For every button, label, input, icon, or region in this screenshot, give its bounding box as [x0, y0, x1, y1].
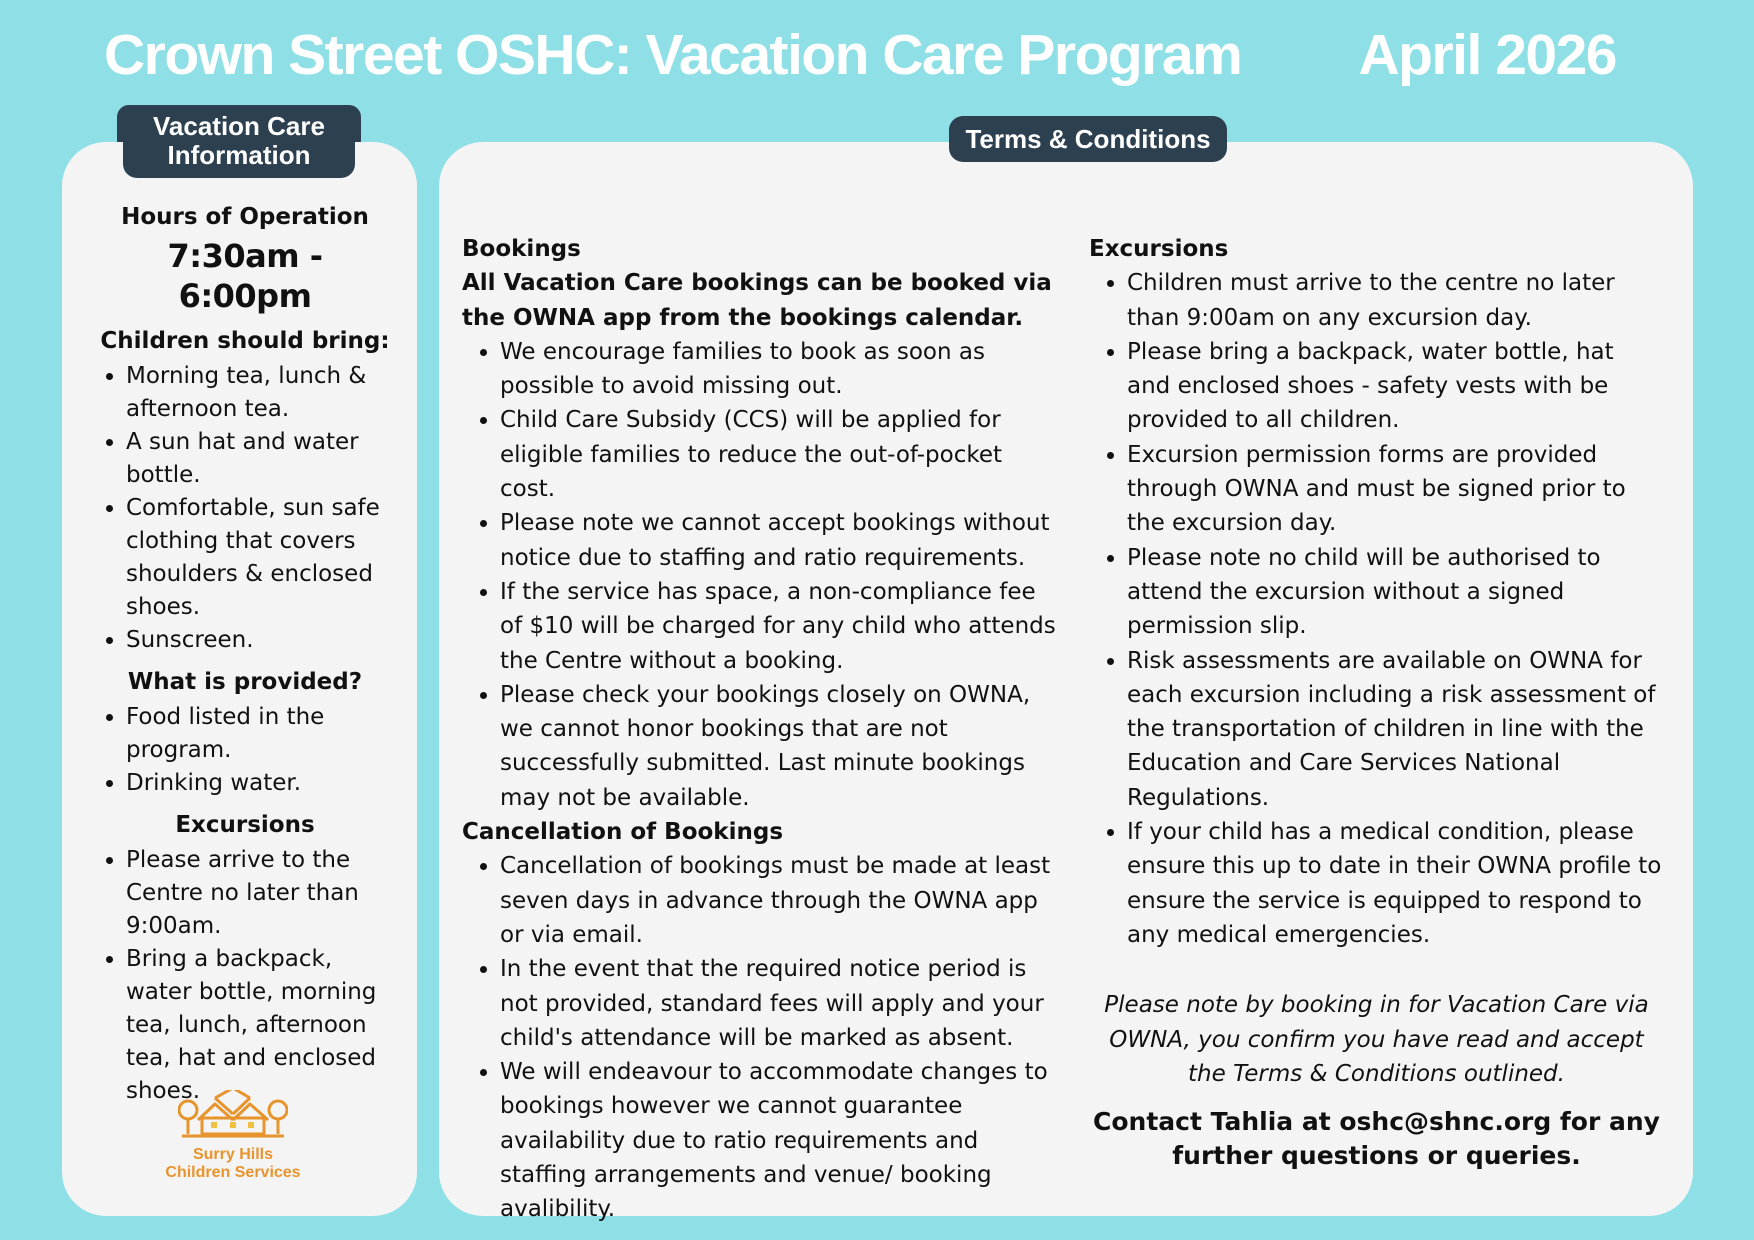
- bring-heading: Children should bring:: [100, 328, 390, 354]
- organisation-logo: [158, 1090, 308, 1182]
- list-item: • Sunscreen.: [126, 624, 390, 657]
- houses-logo-icon: [178, 1090, 288, 1142]
- hours-value: 7:30am - 6:00pm: [167, 237, 323, 315]
- terms-column-right: [1089, 232, 1664, 1173]
- cancellation-list: [462, 849, 1062, 1226]
- logo-line2: Children Services: [165, 1164, 301, 1181]
- list-item: • Morning tea, lunch & afternoon tea.: [126, 360, 390, 426]
- list-item: • Child Care Subsidy (CCS) will be applied for eligible families to reduce the out-of-pocket cost.: [500, 403, 1062, 506]
- bring-list: [100, 360, 390, 657]
- list-item: • In the event that the required notice period is not provided, standard fees will apply and your child's attendance will be marked as absent.: [500, 952, 1062, 1055]
- info-pill: Vacation Care Information: [123, 105, 355, 178]
- list-item: • Children must arrive to the centre no later than 9:00am on any excursion day.: [1127, 266, 1664, 335]
- terms-column-left: [462, 232, 1062, 1227]
- page-title: Crown Street OSHC: Vacation Care Program: [104, 23, 1242, 87]
- acceptance-note: Please note by booking in for Vacation Care via OWNA, you confirm you have read and accept the Terms & Conditions outlined.: [1104, 992, 1649, 1087]
- list-item: • We encourage families to book as soon as possible to avoid missing out.: [500, 335, 1062, 404]
- list-item: • Please note we cannot accept bookings without notice due to staffing and ratio requirements.: [500, 506, 1062, 575]
- list-item: • Please bring a backpack, water bottle, hat and enclosed shoes - safety vests with be provided to all children.: [1127, 335, 1664, 438]
- list-item: • Drinking water.: [126, 767, 390, 800]
- excursions-heading: Excursions: [1089, 236, 1229, 262]
- list-item: • Please note no child will be authorised to attend the excursion without a signed permission slip.: [1127, 541, 1664, 644]
- list-item: • If the service has space, a non-compliance fee of $10 will be charged for any child who attends the Centre without a booking.: [500, 575, 1062, 678]
- hours-heading: Hours of Operation: [121, 204, 369, 230]
- terms-pill: Terms & Conditions: [949, 116, 1227, 162]
- list-item: • Cancellation of bookings must be made at least seven days in advance through the OWNA app or via email.: [500, 849, 1062, 952]
- list-item: • Food listed in the program.: [126, 701, 390, 767]
- list-item: • We will endeavour to accommodate changes to bookings however we cannot guarantee availability due to ratio requirements and staffing arrangements and venue/ booking avalibility.: [500, 1055, 1062, 1226]
- contact-line: Contact Tahlia at oshc@shnc.org for any further questions or queries.: [1093, 1107, 1660, 1171]
- list-item: • If your child has a medical condition, please ensure this up to date in their OWNA profile to ensure the service is equipped to respond to any medical emergencies.: [1127, 815, 1664, 952]
- bookings-heading: Bookings: [462, 236, 581, 262]
- provided-list: [100, 701, 390, 800]
- info-excursions-heading: Excursions: [175, 812, 315, 838]
- list-item: • Excursion permission forms are provided through OWNA and must be signed prior to the excursion day.: [1127, 438, 1664, 541]
- list-item: • Comfortable, sun safe clothing that covers shoulders & enclosed shoes.: [126, 492, 390, 624]
- bookings-list: [462, 335, 1062, 815]
- list-item: • Please arrive to the Centre no later than 9:00am.: [126, 844, 390, 943]
- provided-heading: What is provided?: [127, 669, 363, 695]
- list-item: • Risk assessments are available on OWNA for each excursion including a risk assessment of the transportation of children in line with the Education and Care Services National Regulations.: [1127, 644, 1664, 815]
- list-item: • Please check your bookings closely on OWNA, we cannot honor bookings that are not successfully submitted. Last minute bookings may not be available.: [500, 678, 1062, 815]
- bookings-intro: All Vacation Care bookings can be booked via the OWNA app from the bookings calendar.: [462, 270, 1052, 331]
- cancellation-heading: Cancellation of Bookings: [462, 819, 784, 846]
- list-item: • Bring a backpack, water bottle, morning tea, lunch, afternoon tea, hat and enclosed shoes.: [126, 943, 390, 1108]
- info-column: [100, 200, 390, 1116]
- page-month: April 2026: [1358, 23, 1616, 87]
- info-excursions-list: [100, 844, 390, 1108]
- list-item: • A sun hat and water bottle.: [126, 426, 390, 492]
- excursions-list: [1089, 266, 1664, 952]
- logo-line1: Surry Hills: [192, 1146, 274, 1163]
